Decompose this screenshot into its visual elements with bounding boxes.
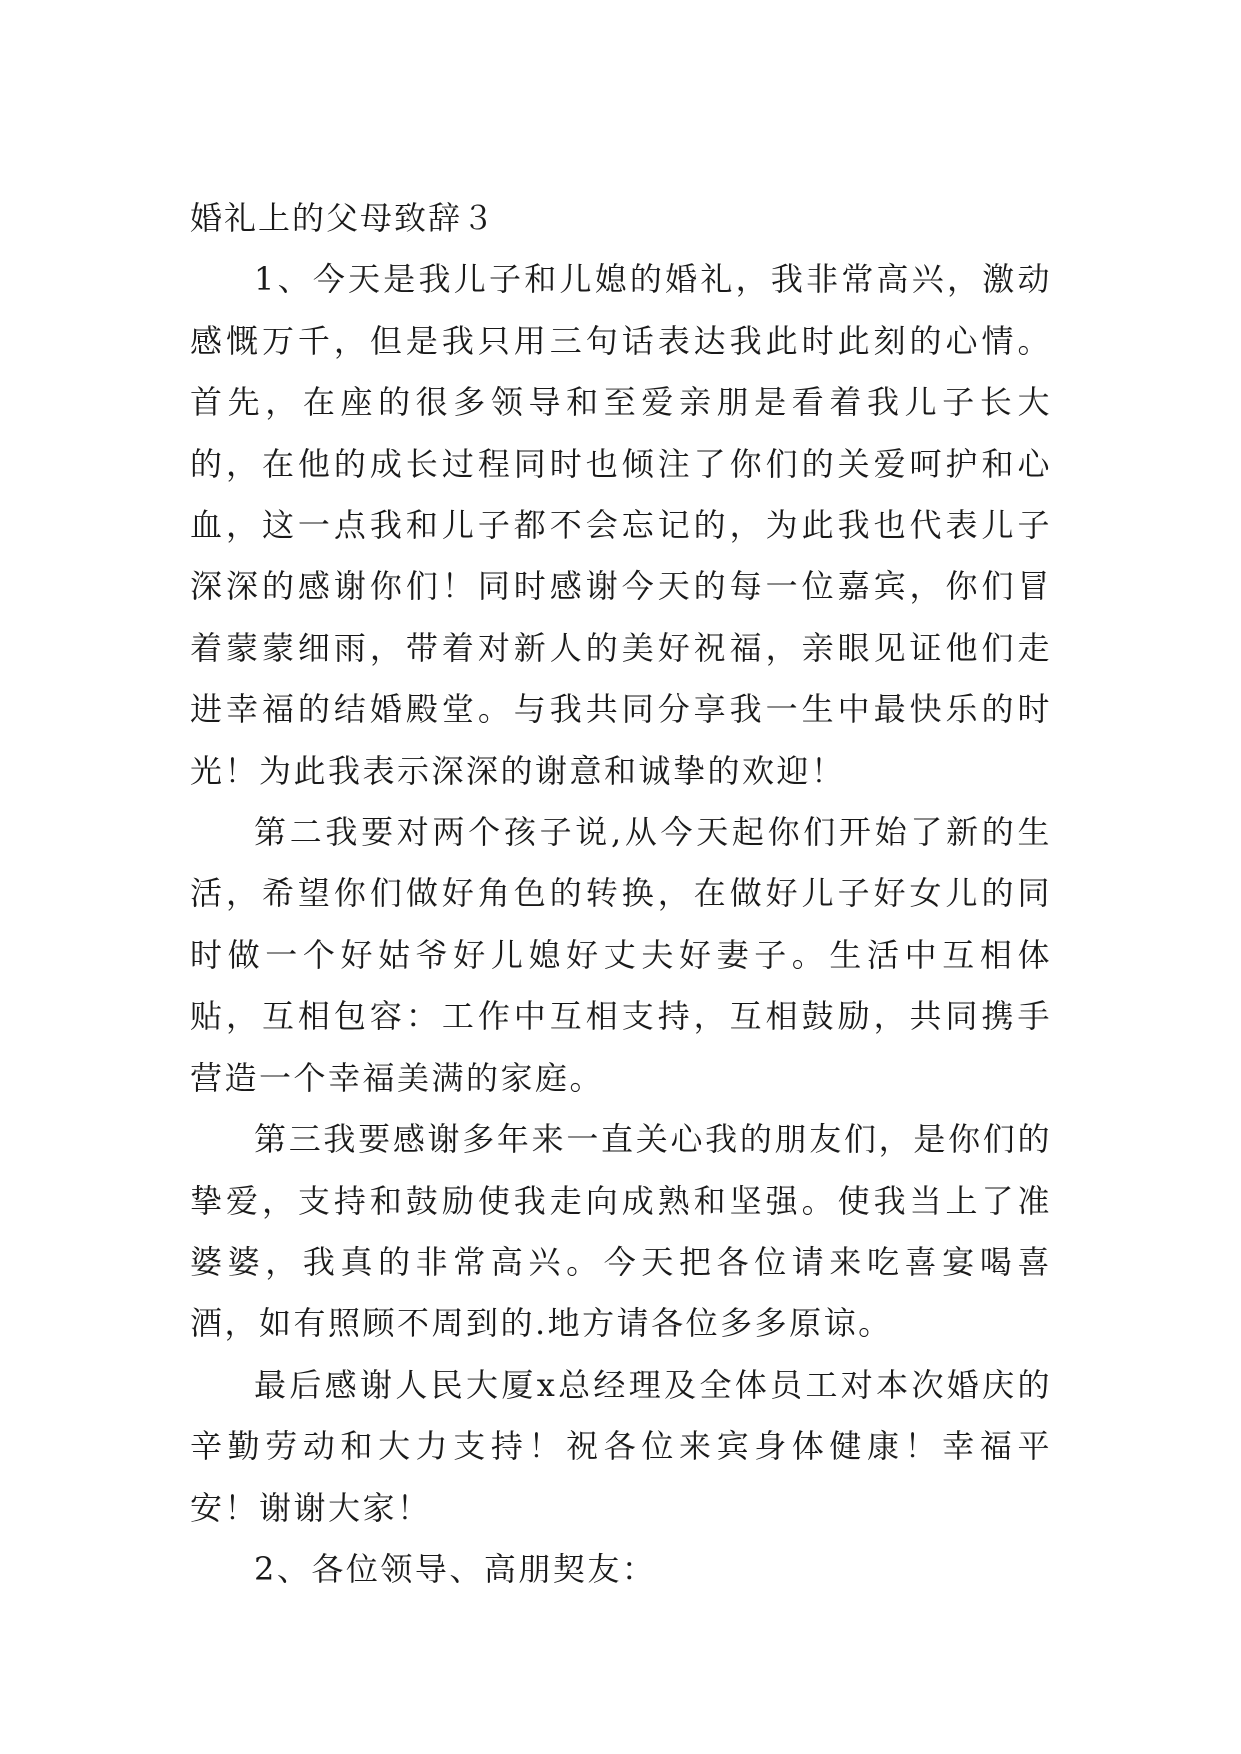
paragraph-3: 第三我要感谢多年来一直关心我的朋友们，是你们的挚爱，支持和鼓励使我走向成熟和坚强。使我当上了准婆婆，我真的非常高兴。今天把各位请来吃喜宴喝喜酒，如有照顾不周到的.地方请各位多多原谅。 — [190, 1120, 1052, 1343]
paragraph-1: 1、今天是我儿子和儿媳的婚礼，我非常高兴，激动感慨万千，但是我只用三句话表达我此时此刻的心情。首先，在座的很多领导和至爱亲朋是看着我儿子长大的，在他的成长过程同时也倾注了你们的关爱呵护和心血，这一点我和儿子都不会忘记的，为此我也代表儿子深深的感谢你们！同时感谢今天的每一位嘉宾，你们冒着蒙蒙细雨，带着对新人的美好祝福，亲眼见证他们走进幸福的结婚殿堂。与我共同分享我一生中最快乐的时光！为此我表示深深的谢意和诚挚的欢迎！ — [190, 260, 1052, 790]
paragraph-2: 第二我要对两个孩子说,从今天起你们开始了新的生活，希望你们做好角色的转换，在做好儿子好女儿的同时做一个好姑爷好儿媳好丈夫好妻子。生活中互相体贴，互相包容：工作中互相支持，互相鼓励，共同携手营造一个幸福美满的家庭。 — [190, 813, 1052, 1097]
paragraph-4: 最后感谢人民大厦x总经理及全体员工对本次婚庆的辛勤劳动和大力支持！祝各位来宾身体健康！幸福平安！谢谢大家！ — [190, 1365, 1052, 1527]
paragraph-5: 2、各位领导、高朋契友： — [254, 1549, 657, 1588]
document-body — [190, 188, 1052, 1600]
document-title: 婚礼上的父母致辞３ — [190, 199, 497, 237]
